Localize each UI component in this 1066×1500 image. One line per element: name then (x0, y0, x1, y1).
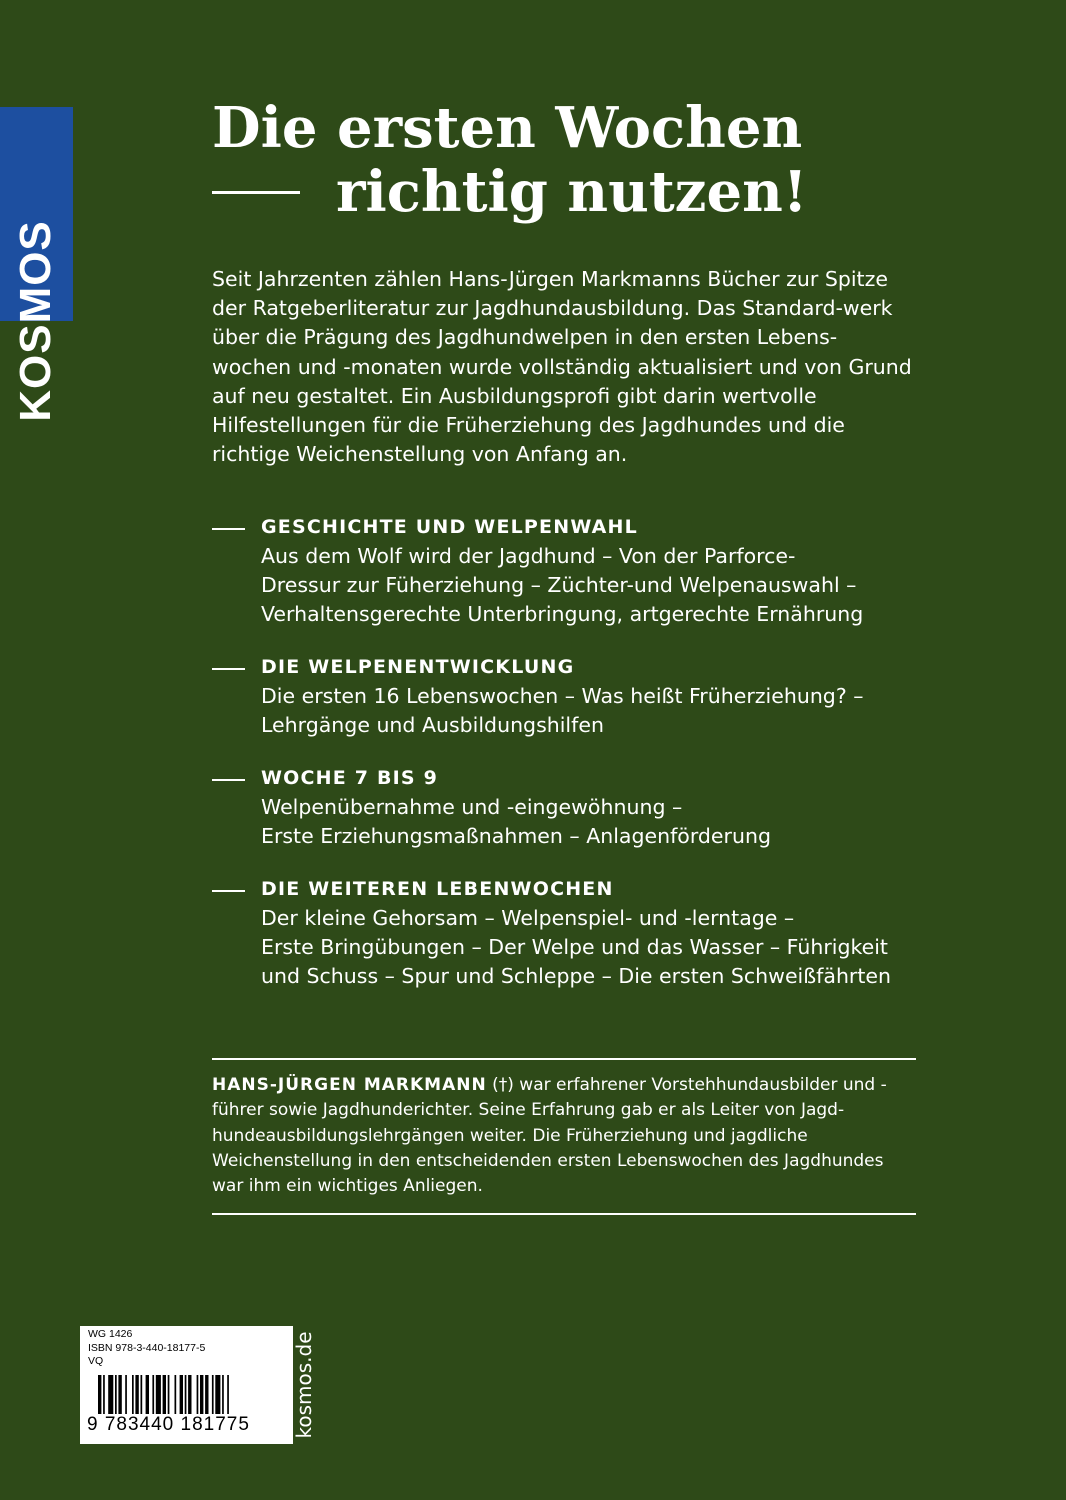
section-line: Die ersten 16 Lebenswochen – Was heißt Früherziehung? – (261, 684, 864, 708)
section-line: Aus dem Wolf wird der Jagdhund – Von der Parforce- (261, 544, 796, 568)
website-url: kosmos.de (292, 1331, 316, 1439)
title-line-2-row (212, 160, 932, 224)
title-dash (212, 191, 300, 194)
section-woche-7-bis-9 (212, 764, 912, 875)
section-line: Dressur zur Füherziehung – Züchter-und Welpenauswahl – (261, 573, 857, 598)
section-welpenentwicklung (212, 653, 912, 764)
vq-code: VQ (88, 1355, 104, 1367)
wg-number: WG 1426 (88, 1328, 133, 1340)
page-title (212, 96, 932, 224)
section-heading: WOCHE 7 BIS 9 (261, 767, 439, 789)
section-line: Welpenübernahme und -eingewöhnung – (261, 795, 683, 819)
section-body (261, 542, 912, 630)
isbn-number: ISBN 978-3-440-18177-5 (88, 1341, 206, 1354)
section-body (261, 904, 912, 992)
section-heading: DIE WELPENENTWICKLUNG (261, 656, 575, 678)
section-heading: GESCHICHTE UND WELPENWAHL (261, 516, 638, 538)
section-dash (212, 779, 245, 781)
kosmos-logo-tab (0, 107, 73, 422)
bio-top-rule (212, 1058, 916, 1060)
section-dash (212, 668, 245, 670)
section-dash (212, 528, 245, 530)
intro-paragraph: Seit Jahrzenten zählen Hans-Jürgen Markmanns Bücher zur Spitze der Ratgeberliteratur zur Jagdhundausbildung. Das Standard-werk über die Prägung des Jagdhundwelpen in den ersten Lebens-wochen und -monaten wurde vollständig aktualisiert und von Grund auf neu gestaltet. Ein Ausbildungsprofi gibt darin wertvolle Hilfestellungen für die Früherziehung des Jagdhundes und die richtige Weichenstellung von Anfang an. (212, 267, 912, 467)
author-bio (212, 1073, 918, 1199)
title-line-1: Die ersten Wochen (212, 95, 803, 161)
section-dash (212, 890, 245, 892)
author-name: HANS-JÜRGEN MARKMANN (212, 1075, 487, 1095)
section-line: und Schuss – Spur und Schleppe – Die ersten Schweißfährten (261, 964, 892, 989)
section-body (261, 793, 912, 851)
title-line-2: richtig nutzen! (336, 159, 808, 225)
section-line: Erste Bringübungen – Der Welpe und das Wasser – Führigkeit (261, 935, 888, 960)
section-line: Erste Erziehungsmaßnahmen – Anlagenförderung (261, 824, 771, 849)
section-line: Lehrgänge und Ausbildungshilfen (261, 713, 604, 738)
barcode-info (88, 1328, 205, 1369)
contents-sections (212, 513, 912, 995)
section-line: Verhaltensgerechte Unterbringung, artgerechte Ernährung (261, 602, 864, 627)
section-body (261, 682, 912, 740)
bio-bottom-rule (212, 1213, 916, 1215)
section-line: Der kleine Gehorsam – Welpenspiel- und -lerntage – (261, 906, 795, 930)
kosmos-logo: KOSMOS (11, 220, 60, 422)
barcode-digits: 9 783440 181775 (87, 1414, 250, 1435)
section-weitere-lebenwochen (212, 875, 912, 995)
section-geschichte (212, 513, 912, 653)
author-bio-text: (†) war erfahrener Vorstehhundausbilder und -führer sowie Jagdhunderichter. Seine Erfahrung gab er als Leiter von Jagd-hundeausbildungslehrgängen weiter. Die Früherziehung und jagdliche Weichenstellung in den entscheidenden ersten Lebenswochen des Jagdhundes war ihm ein wichtiges Anliegen. (212, 1075, 887, 1197)
section-heading: DIE WEITEREN LEBENWOCHEN (261, 878, 614, 900)
barcode-label (80, 1326, 293, 1444)
